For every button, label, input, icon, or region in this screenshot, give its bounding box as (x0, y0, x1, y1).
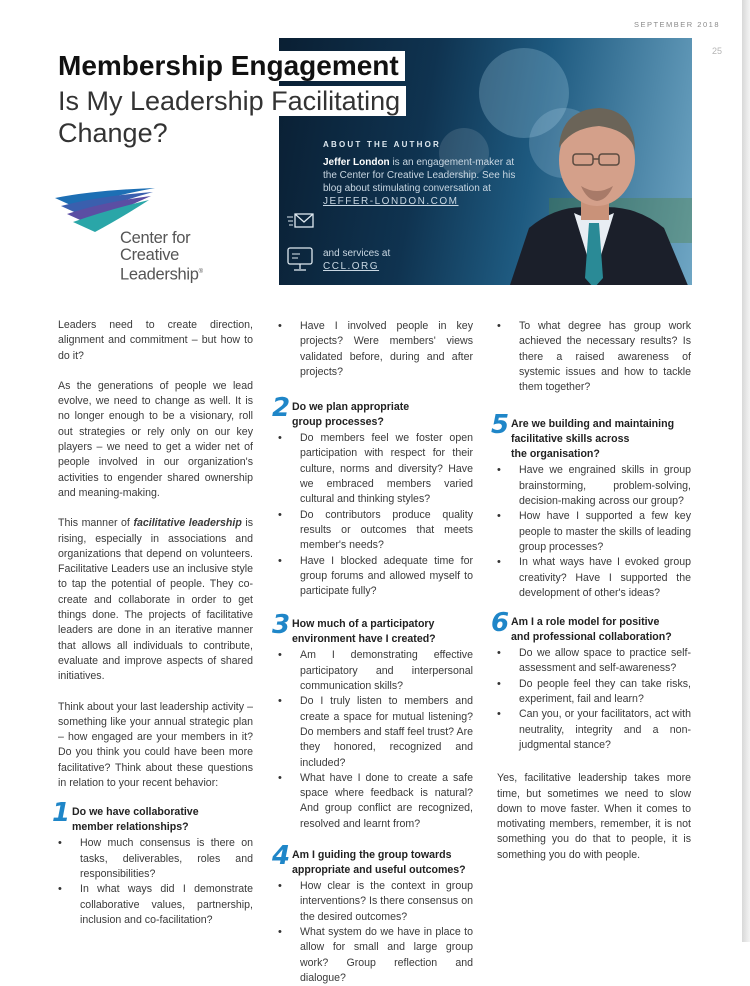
email-icon (287, 213, 315, 229)
closing-paragraph: Yes, facilitative leadership takes more time, but sometimes we need to slow down to move faster. When it comes to motivating members, remember, it is not something you do that to people, it is something you do with people. (497, 772, 691, 861)
question-4-list (278, 879, 473, 986)
list-item: • What have I done to create a safe space where feedback is natural? And group conflict are recognized, resolved and learnt from? (278, 771, 473, 832)
question-number: 3 (272, 610, 291, 641)
list-item: • Have I involved people in key projects? Were members' views validated before, during and after projects? (278, 319, 473, 380)
author-bio-text: is an engagement-maker at the Center for Creative Leadership. See his blog about stimulating conversation at (323, 157, 516, 194)
page-edge-shadow (742, 0, 750, 942)
column-2 (272, 318, 473, 986)
list-item: • What system do we have in place to allow for small and large group work? Group reflection and dialogue? (278, 925, 473, 986)
monitor-icon (286, 246, 314, 272)
list-item: • Have I blocked adequate time for group forums and allowed myself to participate fully? (278, 554, 473, 600)
list-item: • Have we engrained skills in group brainstorming, problem-solving, decision-making across our group? (497, 463, 691, 509)
list-item: • Can you, or your facilitators, act with neutrality, integrity and a non-judgmental stance? (497, 707, 691, 753)
question-6-list (497, 646, 691, 753)
author-name: Jeffer London (323, 157, 390, 168)
question-number: 6 (491, 608, 510, 639)
services-text: and services at CCL.ORG (323, 248, 391, 272)
question-1-heading: 1 Do we have collaborative member relationships? (52, 798, 199, 834)
column-1 (52, 318, 253, 928)
issue-date: SEPTEMBER 2018 (633, 20, 720, 29)
question-1-list (58, 836, 253, 928)
page-number: 25 (711, 46, 722, 56)
question-1-list-continued (278, 319, 473, 380)
intro-paragraph-3: This manner of facilitative leadership is rising, especially in associations and organizations that depend on volunteers. Facilitative Leaders use an inclusive style to tap the potential of people. They co-create and collaborate in order to get things done. The projects of facilitative leaders are done in an iterative manner that allows all individuals to contribute, evaluate and improve aspects of shared initiatives. (58, 517, 253, 683)
list-item: • How have I supported a few key people to master the skills of leading group processes? (497, 509, 691, 555)
question-number: 4 (272, 841, 291, 872)
question-number: 5 (491, 410, 510, 441)
list-item: • Do contributors produce quality results or outcomes that meets member's needs? (278, 508, 473, 554)
list-item: • In what ways have I evoked group creativity? Have I supported the development of other's ideas? (497, 555, 691, 601)
list-item: • Do members feel we foster open participation with respect for their culture, norms and diversity? Have we embraced members varied cultural and thinking styles? (278, 431, 473, 507)
author-portrait (489, 78, 692, 285)
intro-paragraph-2: As the generations of people we lead evolve, we need to change as well. It is no longer enough to be a visionary, roll out strategies or rely only on our key players – we need to get a wider net of people involved in our organization's activities to engender shared ownership and meaning-making. (58, 379, 253, 499)
article-subtitle: Is My Leadership Facilitating Change? (58, 85, 458, 149)
intro-paragraph-1: Leaders need to create direction, alignment and commitment – but how to do it? (58, 319, 253, 362)
intro-paragraph-4: Think about your last leadership activity – something like your annual strategic plan – how engaged are your members in it? Do you think you could have been more facilitative? Think about these questions in relation to your recent behavior: (58, 700, 253, 790)
list-item: • How clear is the context in group interventions? Is there consensus on the desired outcomes? (278, 879, 473, 925)
question-number: 2 (272, 393, 291, 424)
question-5-list (497, 463, 691, 601)
question-3-list (278, 648, 473, 832)
ccl-logo (55, 188, 215, 288)
question-5-heading: 5 Are we building and maintaining facilitative skills across the organisation? (491, 410, 675, 461)
question-2-heading: 2 Do we plan appropriate group processes? (272, 393, 410, 429)
article-title: Membership Engagement (58, 51, 405, 81)
question-2-list (278, 431, 473, 599)
question-3-heading: 3 How much of a participatory environment have I created? (272, 610, 436, 646)
list-item: • Am I demonstrating effective participatory and interpersonal communication skills? (278, 648, 473, 694)
about-author-label: ABOUT THE AUTHOR (323, 140, 442, 149)
ccl-swoosh-icon (55, 188, 155, 234)
list-item: • Do I truly listen to members and create a space for mutual listening? Do members and staff feel trust? Are they honored, recognized and included? (278, 694, 473, 770)
question-number: 1 (52, 798, 71, 829)
column-3 (491, 318, 691, 863)
list-item: • Do people feel they can take risks, experiment, fail and learn? (497, 677, 691, 708)
list-item: • To what degree has group work achieved the necessary results? Is there a raised awareness of systemic issues and how to tackle them together? (497, 319, 691, 395)
question-6-heading: 6 Am I a role model for positive and professional collaboration? (491, 608, 672, 644)
ccl-logo-text: Center for Creative Leadership® (120, 229, 203, 284)
author-bio (323, 156, 518, 208)
question-4-list-continued (497, 319, 691, 395)
blog-link[interactable]: JEFFER-LONDON.COM (323, 196, 459, 207)
list-item: • Do we allow space to practice self-assessment and self-awareness? (497, 646, 691, 677)
question-4-heading: 4 Am I guiding the group towards appropriate and useful outcomes? (272, 841, 466, 877)
list-item: • How much consensus is there on tasks, deliverables, roles and responsibilities? (58, 836, 253, 882)
ccl-link[interactable]: CCL.ORG (323, 261, 380, 272)
list-item: • In what ways did I demonstrate collaborative values, partnership, inclusion and co-facilitation? (58, 882, 253, 928)
